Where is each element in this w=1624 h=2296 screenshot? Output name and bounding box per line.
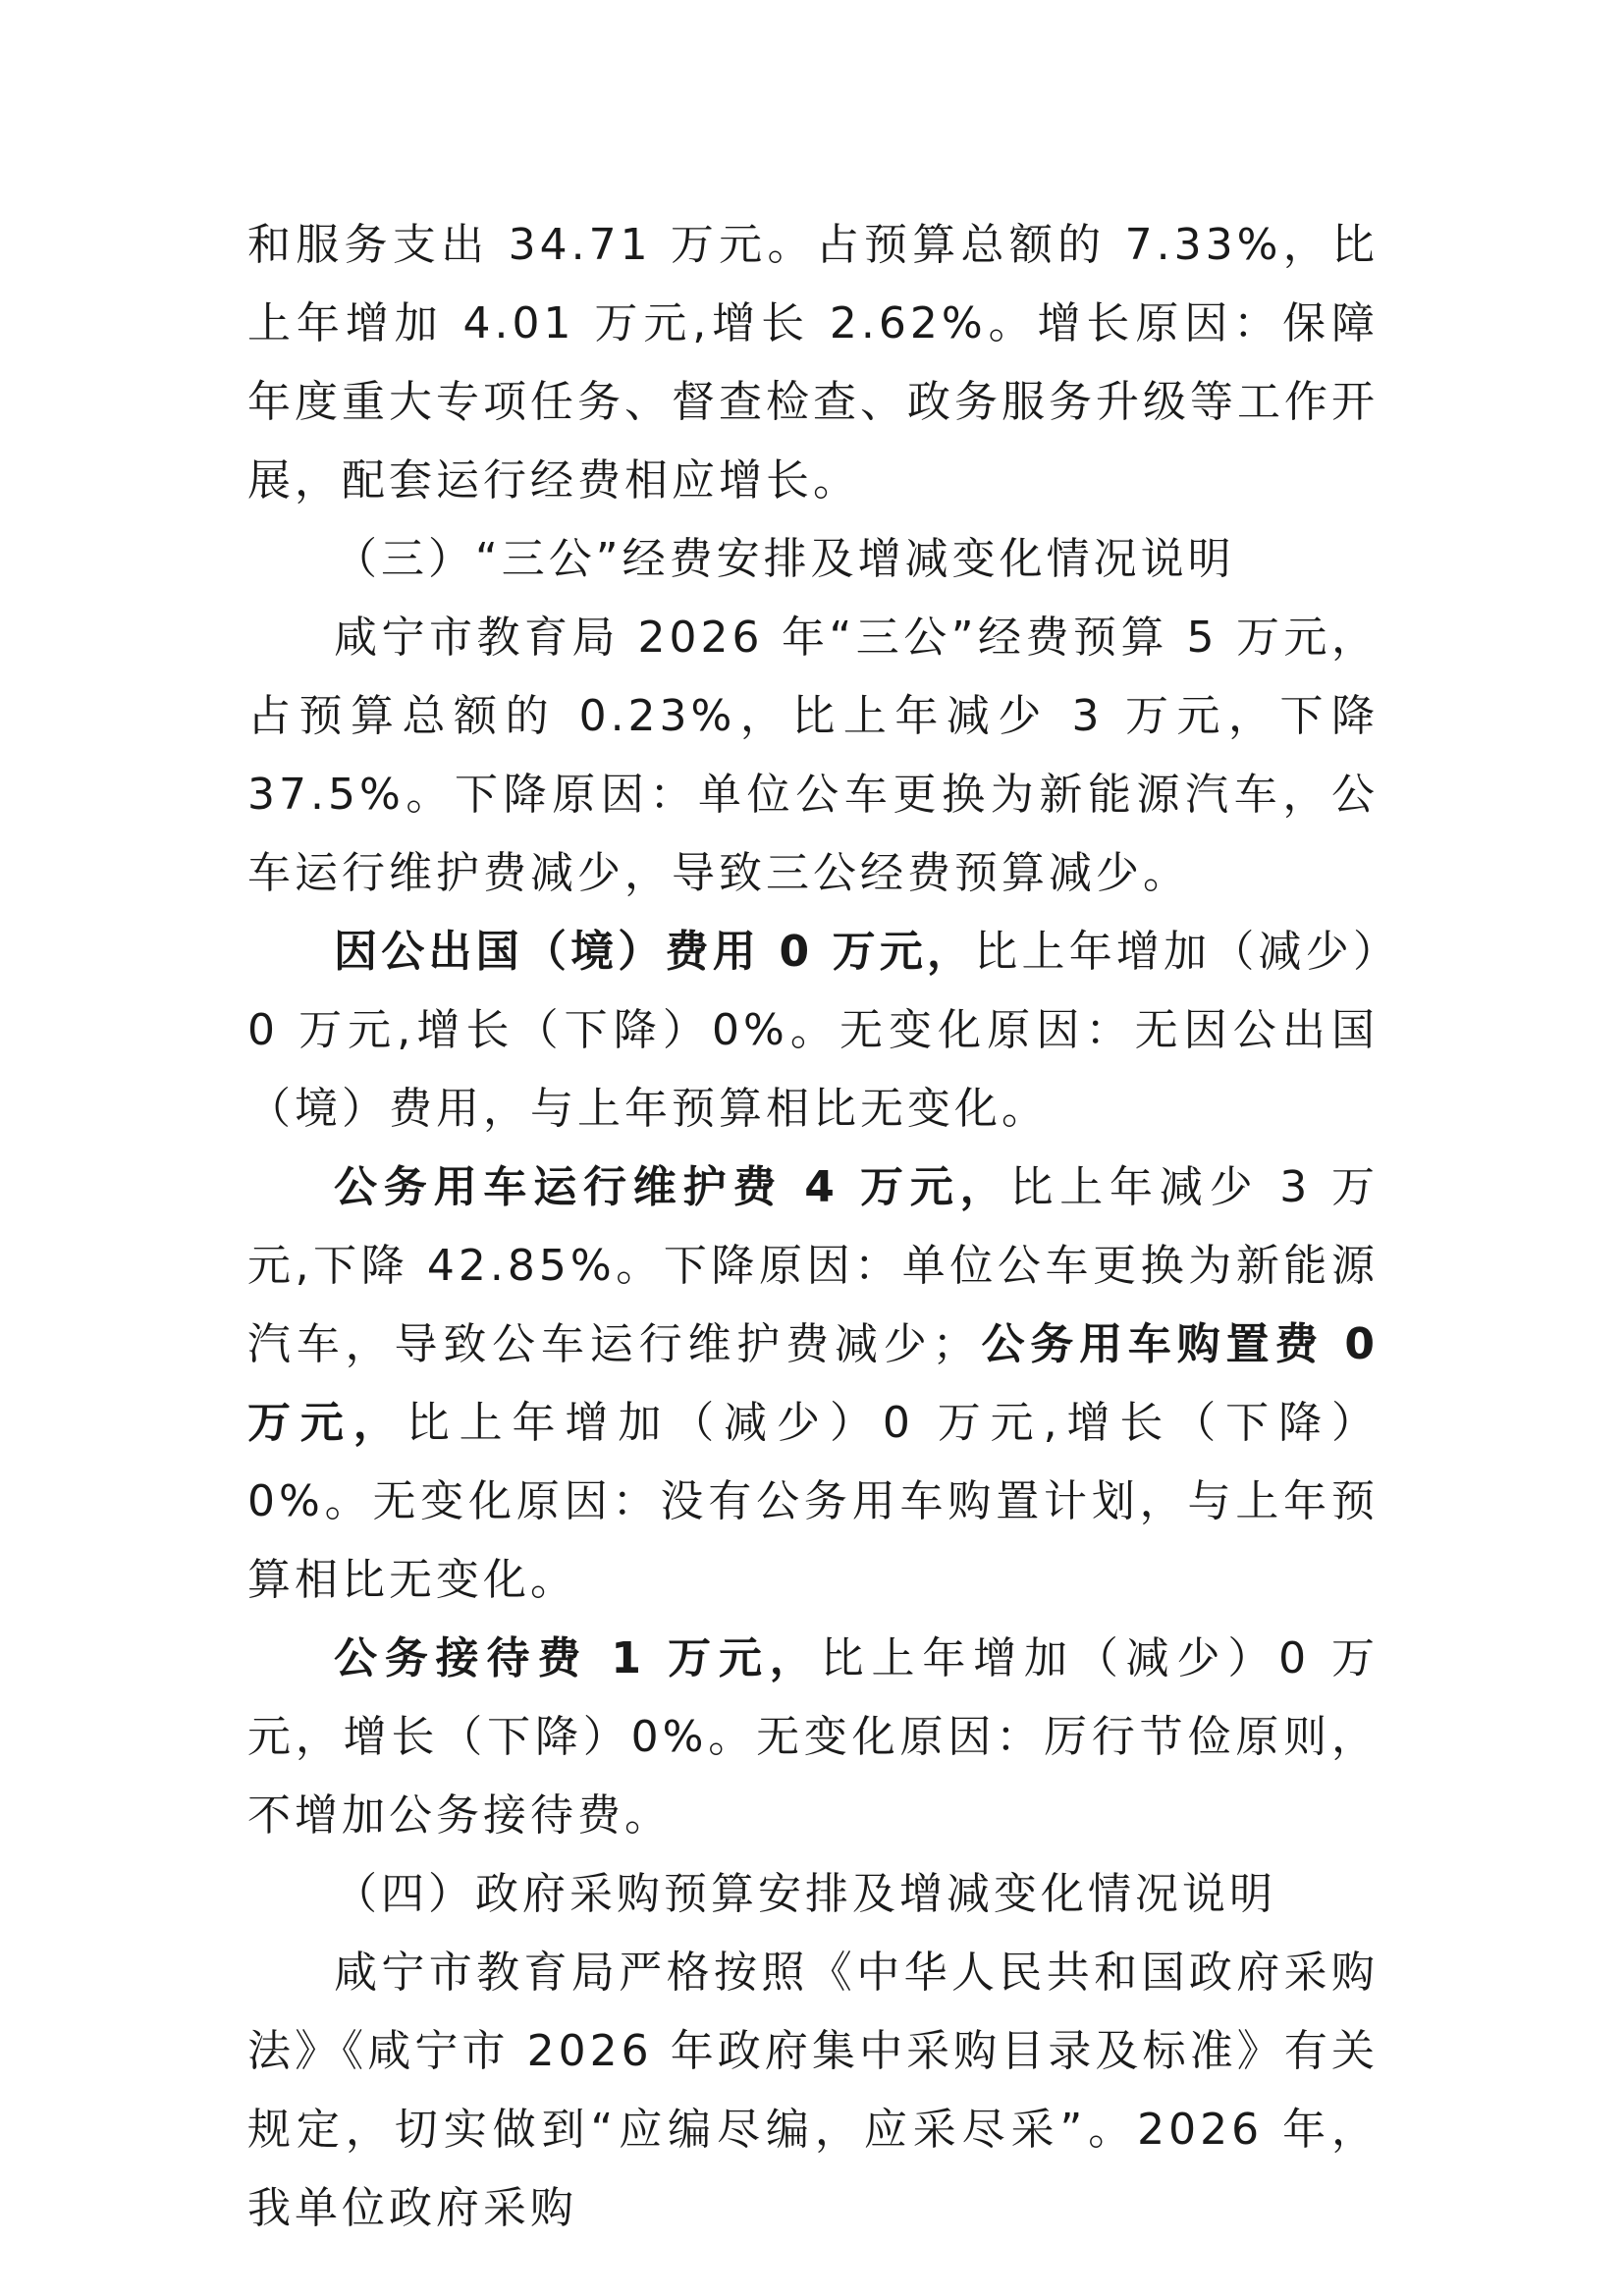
bold-reception: 公务接待费 1 万元， — [334, 1633, 821, 1683]
paragraph-reception-expense — [247, 1620, 1379, 1855]
paragraph-procurement: 咸宁市教育局严格按照《中华人民共和国政府采购法》《咸宁市 2026 年政府集中采购目录及标准》有关规定，切实做到“应编尽编，应采尽采”。2026 年，我单位政府采购 — [247, 1948, 1379, 2233]
text-reception: 比上年增加（减少）0 万元，增长（下降）0%。无变化原因：厉行节俭原则，不增加公务接待费。 — [247, 1633, 1379, 1841]
paragraph-service-expense: 和服务支出 34.71 万元。占预算总额的 7.33%，比上年增加 4.01 万元,增长 2.62%。增长原因：保障年度重大专项任务、督查检查、政务服务升级等工作开展，配套运行经费相应增长。 — [247, 220, 1379, 506]
document-page — [247, 206, 1379, 2248]
bold-overseas-travel: 因公出国（境）费用 0 万元， — [334, 927, 975, 977]
bold-vehicle-maintenance: 公务用车运行维护费 4 万元， — [334, 1162, 1010, 1212]
paragraph-vehicle-expense — [247, 1148, 1379, 1620]
paragraph-three-public-budget: 咸宁市教育局 2026 年“三公”经费预算 5 万元，占预算总额的 0.23%，比上年减少 3 万元，下降 37.5%。下降原因：单位公车更换为新能源汽车，公车运行维护费减少，导致三公经费预算减少。 — [247, 613, 1379, 898]
paragraph-overseas-travel — [247, 913, 1379, 1148]
text-vehicle-maintenance: 比上年减少 3 万元,下降 42.85%。下降原因：单位公车更换为新能源汽车，导致公车运行维护费减少； — [247, 1162, 1379, 1369]
text-vehicle-purchase: 比上年增加（减少）0 万元,增长（下降）0%。无变化原因：没有公务用车购置计划，与上年预算相比无变化。 — [247, 1398, 1379, 1605]
text-overseas-travel: 比上年增加（减少）0 万元,增长（下降）0%。无变化原因：无因公出国（境）费用，与上年预算相比无变化。 — [247, 927, 1379, 1134]
bold-vehicle-purchase: 公务用车购置费 0 万元， — [247, 1319, 1380, 1448]
section-heading-three-public: （三）“三公”经费安排及增减变化情况说明 — [334, 534, 1235, 584]
section-heading-procurement: （四）政府采购预算安排及增减变化情况说明 — [334, 1869, 1276, 1919]
